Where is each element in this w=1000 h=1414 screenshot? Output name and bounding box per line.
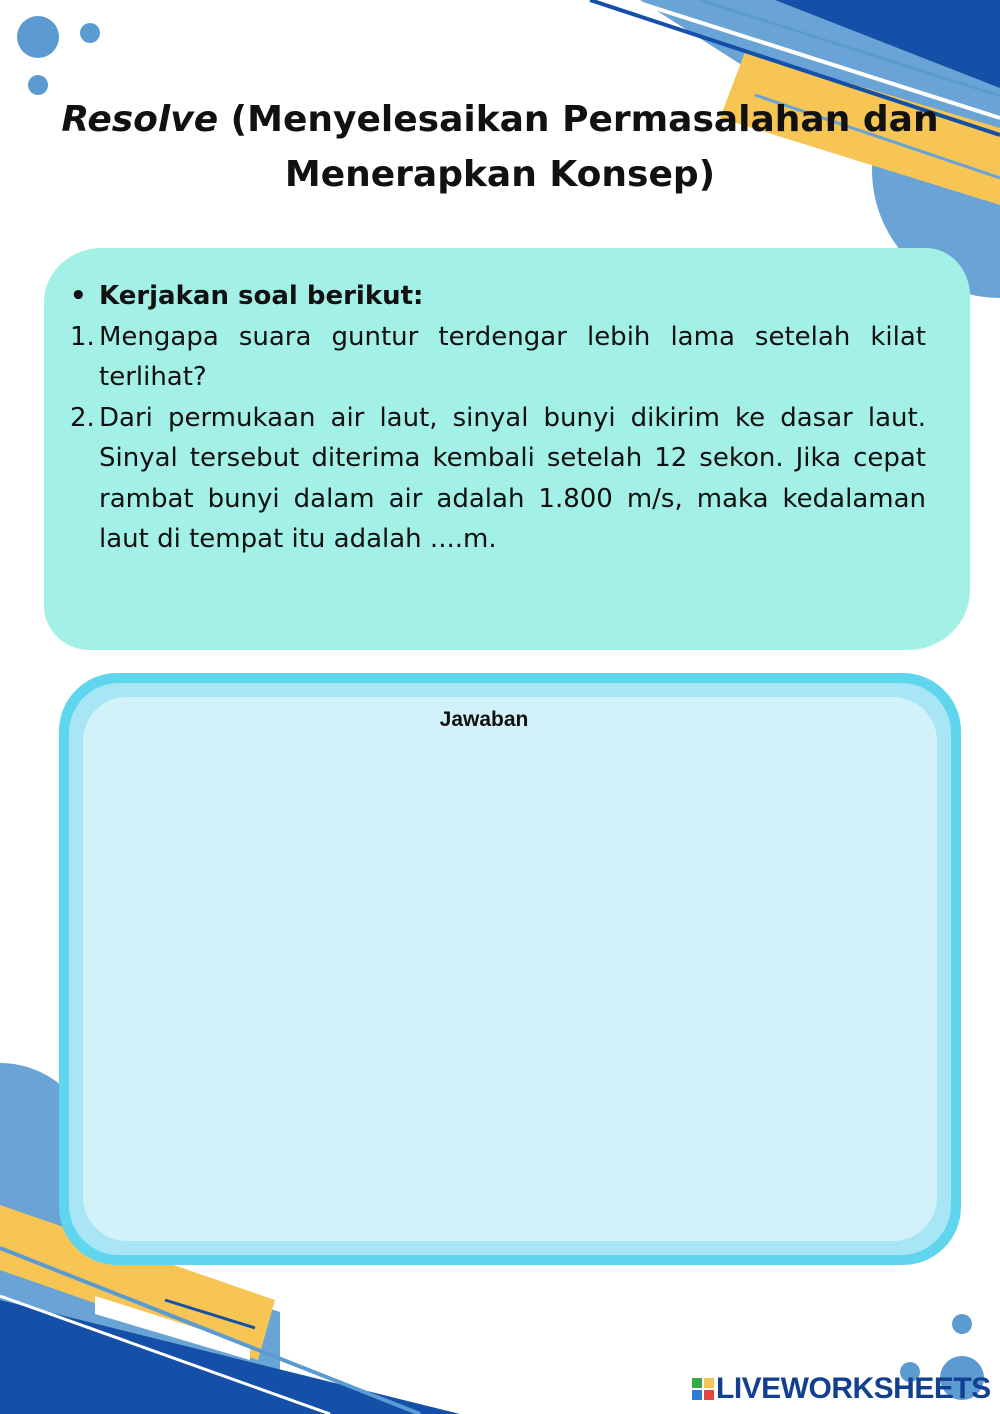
- task-heading: [70, 276, 926, 317]
- task-content: [70, 276, 926, 560]
- liveworksheets-logo-icon: [692, 1378, 714, 1400]
- title-text: (Menyelesaikan Permasalahan dan Menerapkan Konsep): [218, 99, 939, 195]
- question-item: [70, 398, 926, 560]
- answer-frame-inner: [69, 683, 951, 1255]
- question-text: Mengapa suara guntur terdengar lebih lama setelah kilat terlihat?: [99, 321, 926, 392]
- bullet-icon: •: [70, 281, 87, 311]
- decor-dot: [80, 23, 100, 43]
- task-heading-text: Kerjakan soal berikut:: [99, 281, 424, 311]
- answer-label: Jawaban: [439, 708, 529, 731]
- answer-frame: [59, 673, 961, 1265]
- answer-input-area[interactable]: [83, 697, 937, 1241]
- question-item: [70, 317, 926, 398]
- decor-dot: [952, 1314, 972, 1334]
- brand-logo: [692, 1372, 991, 1406]
- decor-dot: [17, 16, 59, 58]
- brand-name: LIVEWORKSHEETS: [716, 1372, 991, 1405]
- question-text: Dari permukaan air laut, sinyal bunyi dikirim ke dasar laut. Sinyal tersebut diterima kembali setelah 12 sekon. Jika cepat rambat bunyi dalam air adalah 1.800 m/s, maka kedalaman laut di tempat itu adalah ....m.: [99, 402, 926, 554]
- question-number: 2.: [70, 402, 95, 433]
- question-number: 1.: [70, 321, 95, 352]
- title-italic: Resolve: [61, 99, 219, 140]
- page-title: [40, 92, 960, 202]
